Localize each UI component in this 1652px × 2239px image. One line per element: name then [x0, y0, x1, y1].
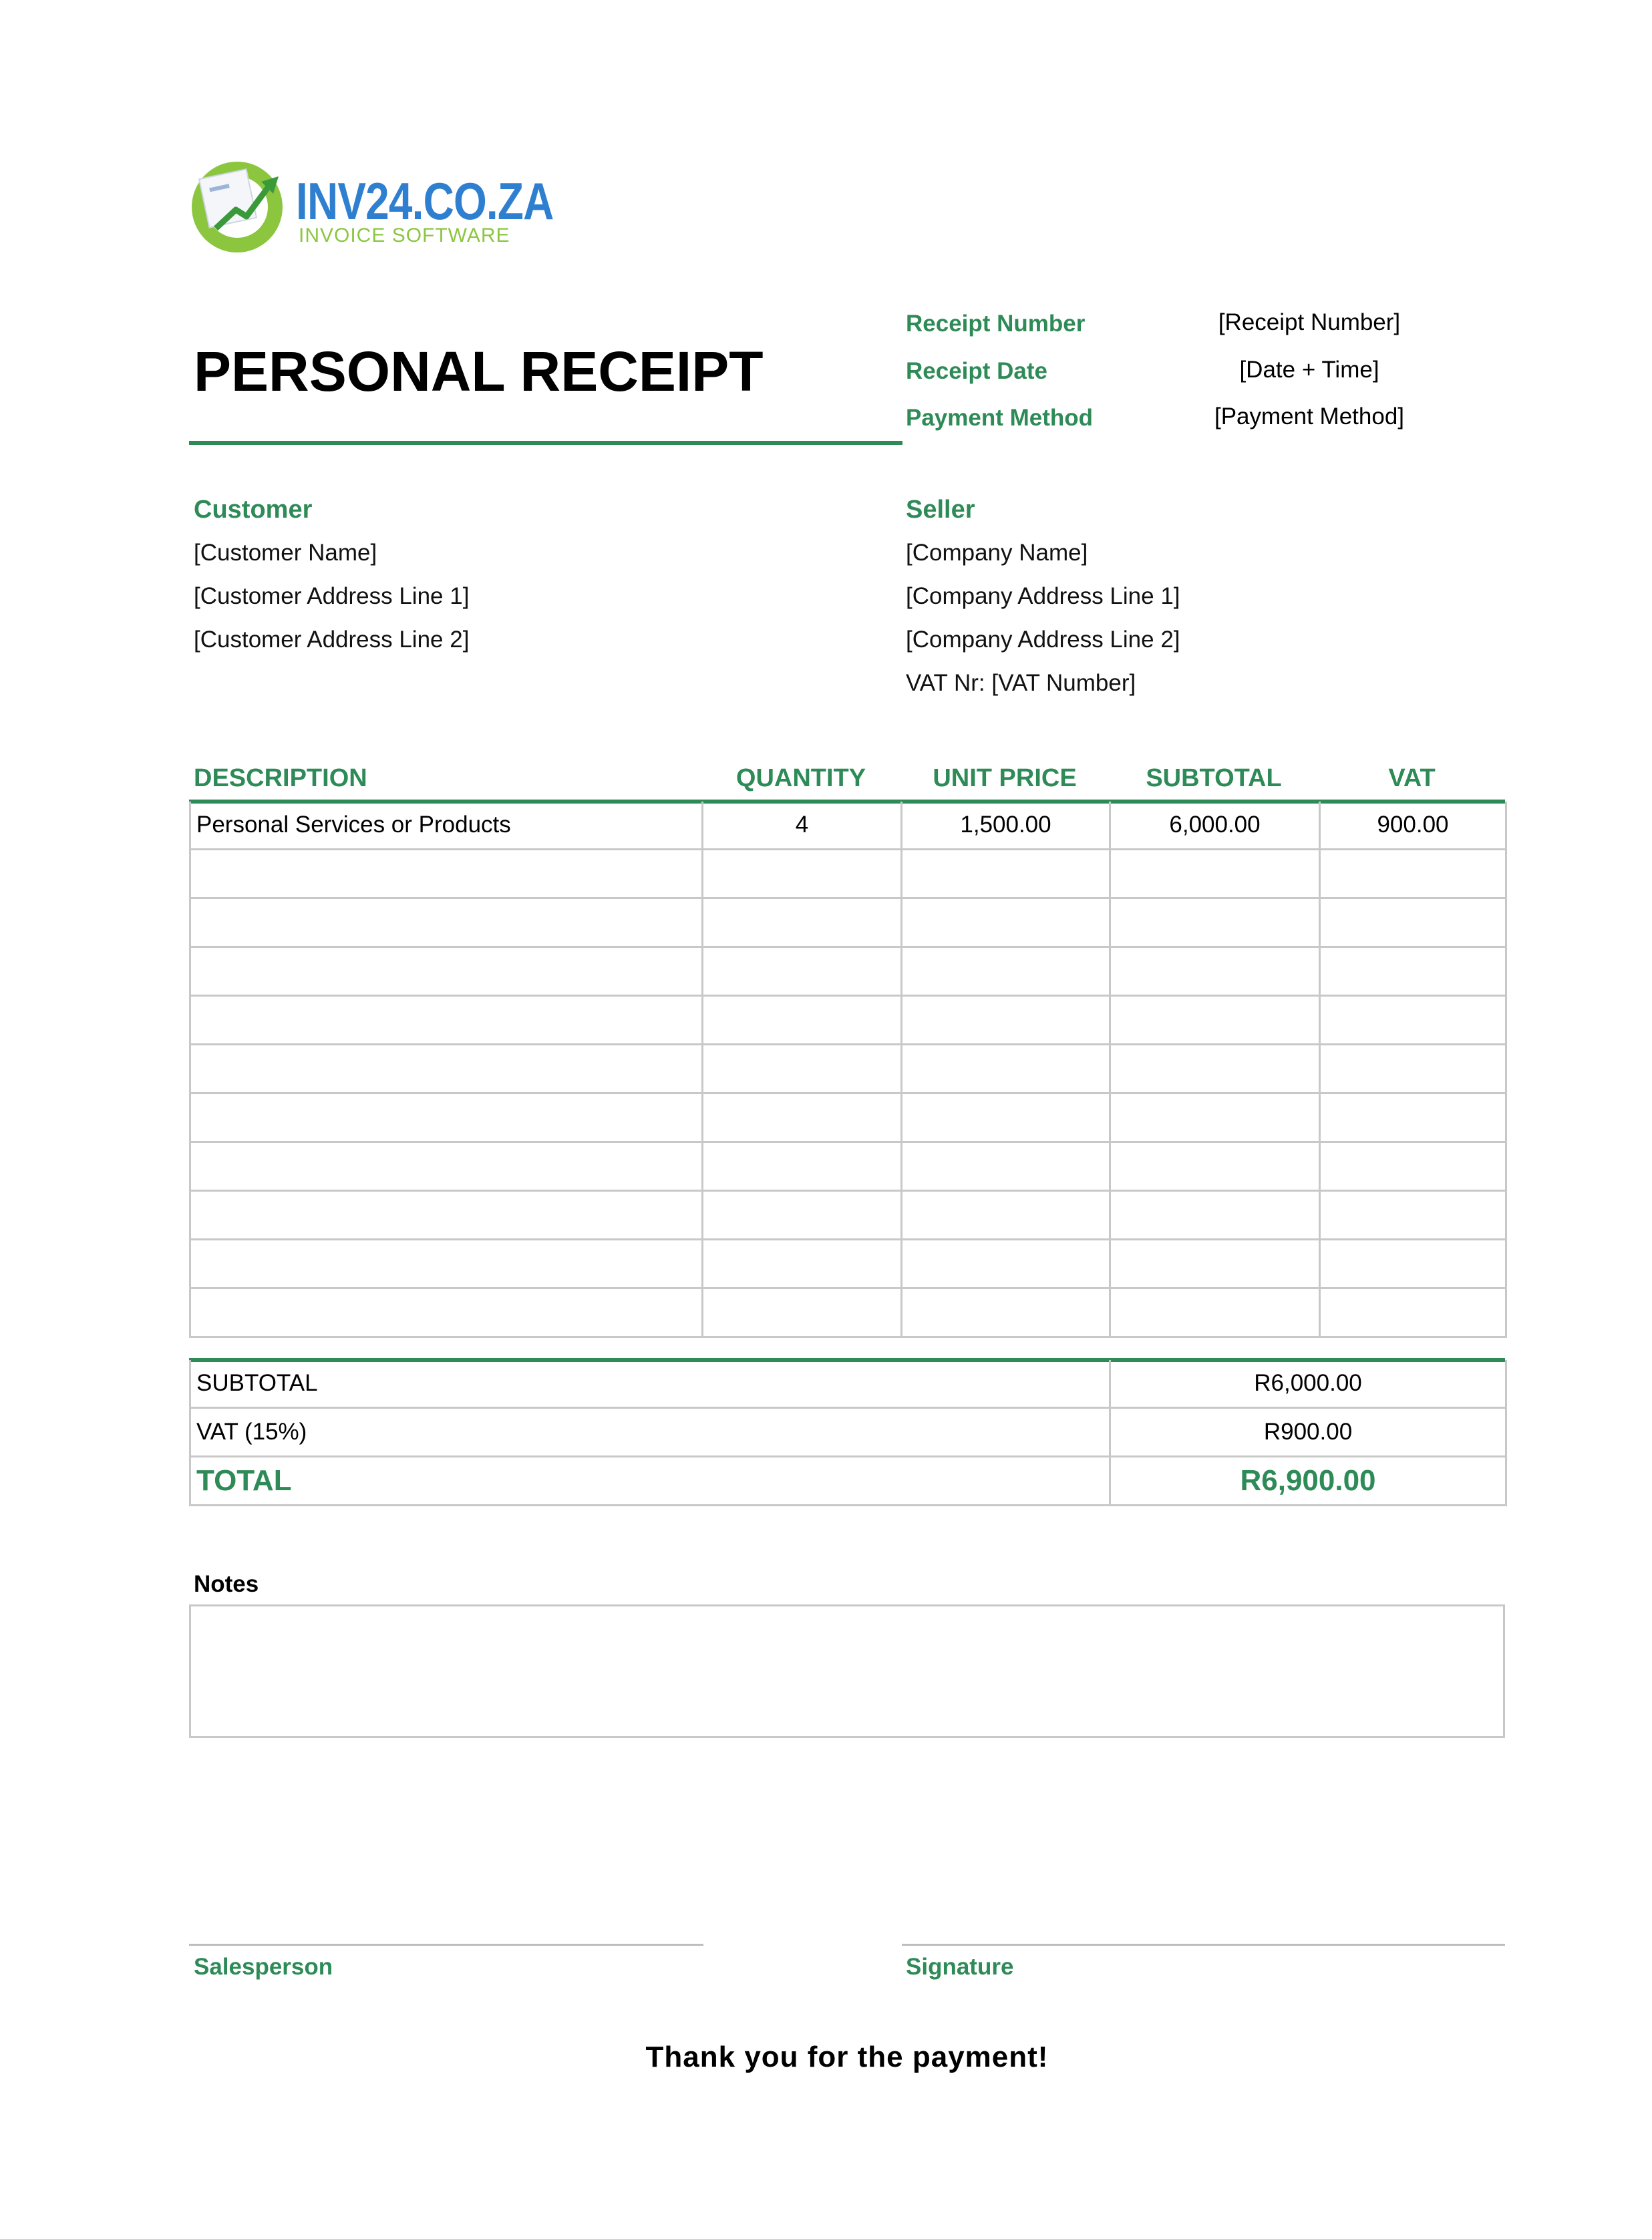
- description-cell[interactable]: [190, 1093, 703, 1142]
- description-cell[interactable]: [190, 1142, 703, 1191]
- quantity-cell[interactable]: [703, 1142, 902, 1191]
- vat-number[interactable]: VAT Nr: [VAT Number]: [906, 670, 1136, 696]
- header-quantity: QUANTITY: [735, 764, 866, 792]
- subtotal-value: R6,000.00: [1110, 1360, 1506, 1408]
- payment-method-value[interactable]: [Payment Method]: [1214, 403, 1405, 429]
- description-cell[interactable]: [190, 996, 703, 1045]
- unit-price-cell[interactable]: [902, 850, 1110, 898]
- subtotal-cell[interactable]: [1110, 1288, 1320, 1337]
- vat-cell[interactable]: [1320, 898, 1506, 947]
- notes-box[interactable]: [189, 1604, 1505, 1738]
- description-cell[interactable]: [190, 947, 703, 996]
- unit-price-cell[interactable]: [902, 1191, 1110, 1240]
- customer-address-line-2[interactable]: [Customer Address Line 2]: [194, 627, 470, 653]
- table-row: [190, 1142, 1506, 1191]
- vat-cell[interactable]: [1320, 1240, 1506, 1288]
- vat-value: R900.00: [1110, 1408, 1506, 1457]
- unit-price-cell[interactable]: 1,500.00: [902, 802, 1110, 850]
- vat-cell[interactable]: [1320, 1288, 1506, 1337]
- signature-line[interactable]: [902, 1944, 1505, 1946]
- description-cell[interactable]: Personal Services or Products: [190, 802, 703, 850]
- customer-address-line-1[interactable]: [Customer Address Line 1]: [194, 583, 470, 609]
- quantity-cell[interactable]: [703, 1288, 902, 1337]
- header-subtotal: SUBTOTAL: [1146, 764, 1282, 792]
- unit-price-cell[interactable]: [902, 996, 1110, 1045]
- total-value: R6,900.00: [1110, 1457, 1506, 1506]
- receipt-date-value[interactable]: [Date + Time]: [1239, 357, 1379, 383]
- table-row: [190, 996, 1506, 1045]
- vat-cell[interactable]: [1320, 947, 1506, 996]
- subtotal-cell[interactable]: [1110, 850, 1320, 898]
- subtotal-label: SUBTOTAL: [190, 1360, 1110, 1408]
- quantity-cell[interactable]: [703, 1093, 902, 1142]
- quantity-cell[interactable]: [703, 1240, 902, 1288]
- unit-price-cell[interactable]: [902, 1045, 1110, 1093]
- receipt-date-label: Receipt Date: [906, 358, 1048, 384]
- subtotal-cell[interactable]: [1110, 996, 1320, 1045]
- vat-cell[interactable]: [1320, 996, 1506, 1045]
- unit-price-cell[interactable]: [902, 1240, 1110, 1288]
- vat-cell[interactable]: [1320, 850, 1506, 898]
- table-row: [190, 1288, 1506, 1337]
- vat-cell[interactable]: [1320, 1191, 1506, 1240]
- company-address-line-2[interactable]: [Company Address Line 2]: [906, 627, 1180, 653]
- unit-price-cell[interactable]: [902, 898, 1110, 947]
- subtotal-cell[interactable]: [1110, 1093, 1320, 1142]
- items-grid: [189, 802, 1507, 1338]
- table-row: [190, 1045, 1506, 1093]
- unit-price-cell[interactable]: [902, 1093, 1110, 1142]
- header-description: DESCRIPTION: [194, 764, 367, 792]
- table-row: [190, 850, 1506, 898]
- header-unit-price: UNIT PRICE: [933, 764, 1077, 792]
- subtotal-cell[interactable]: [1110, 947, 1320, 996]
- unit-price-cell[interactable]: [902, 1288, 1110, 1337]
- unit-price-cell[interactable]: [902, 1142, 1110, 1191]
- subtotal-cell[interactable]: [1110, 1142, 1320, 1191]
- thank-you-message: Thank you for the payment!: [645, 2041, 1049, 2073]
- totals-table: [189, 1360, 1507, 1506]
- quantity-cell[interactable]: [703, 947, 902, 996]
- description-cell[interactable]: [190, 1240, 703, 1288]
- total-row: [190, 1457, 1506, 1506]
- logo-brand: INV24.CO.ZA: [296, 172, 554, 230]
- table-row: [190, 1240, 1506, 1288]
- payment-method-label: Payment Method: [906, 405, 1094, 431]
- vat-cell[interactable]: [1320, 1093, 1506, 1142]
- subtotal-cell[interactable]: [1110, 1191, 1320, 1240]
- vat-cell[interactable]: [1320, 1142, 1506, 1191]
- subtotal-cell[interactable]: [1110, 898, 1320, 947]
- vat-row: [190, 1408, 1506, 1457]
- quantity-cell[interactable]: [703, 1045, 902, 1093]
- title-rule: [189, 441, 902, 445]
- subtotal-cell[interactable]: [1110, 1045, 1320, 1093]
- unit-price-cell[interactable]: [902, 947, 1110, 996]
- vat-cell[interactable]: 900.00: [1320, 802, 1506, 850]
- description-cell[interactable]: [190, 898, 703, 947]
- table-row: [190, 802, 1506, 850]
- customer-name[interactable]: [Customer Name]: [194, 540, 377, 566]
- salesperson-label: Salesperson: [194, 1954, 333, 1980]
- subtotal-row: [190, 1360, 1506, 1408]
- quantity-cell[interactable]: 4: [703, 802, 902, 850]
- description-cell[interactable]: [190, 1045, 703, 1093]
- quantity-cell[interactable]: [703, 898, 902, 947]
- table-row: [190, 898, 1506, 947]
- quantity-cell[interactable]: [703, 850, 902, 898]
- subtotal-cell[interactable]: [1110, 1240, 1320, 1288]
- header-vat: VAT: [1388, 764, 1436, 792]
- vat-label: VAT (15%): [190, 1408, 1110, 1457]
- description-cell[interactable]: [190, 1288, 703, 1337]
- quantity-cell[interactable]: [703, 1191, 902, 1240]
- table-row: [190, 1093, 1506, 1142]
- salesperson-line[interactable]: [189, 1944, 703, 1946]
- signature-label: Signature: [906, 1954, 1014, 1980]
- quantity-cell[interactable]: [703, 996, 902, 1045]
- customer-heading: Customer: [194, 496, 313, 524]
- table-row: [190, 1191, 1506, 1240]
- receipt-number-value[interactable]: [Receipt Number]: [1218, 309, 1401, 335]
- description-cell[interactable]: [190, 850, 703, 898]
- logo-tagline: INVOICE SOFTWARE: [299, 224, 510, 246]
- company-name[interactable]: [Company Name]: [906, 540, 1088, 566]
- page-title: PERSONAL RECEIPT: [194, 340, 764, 403]
- description-cell[interactable]: [190, 1191, 703, 1240]
- notes-label: Notes: [194, 1571, 259, 1597]
- table-row: [190, 947, 1506, 996]
- company-address-line-1[interactable]: [Company Address Line 1]: [906, 583, 1180, 609]
- seller-heading: Seller: [906, 496, 975, 524]
- receipt-number-label: Receipt Number: [906, 311, 1086, 337]
- vat-cell[interactable]: [1320, 1045, 1506, 1093]
- subtotal-cell[interactable]: 6,000.00: [1110, 802, 1320, 850]
- total-label: TOTAL: [190, 1457, 1110, 1506]
